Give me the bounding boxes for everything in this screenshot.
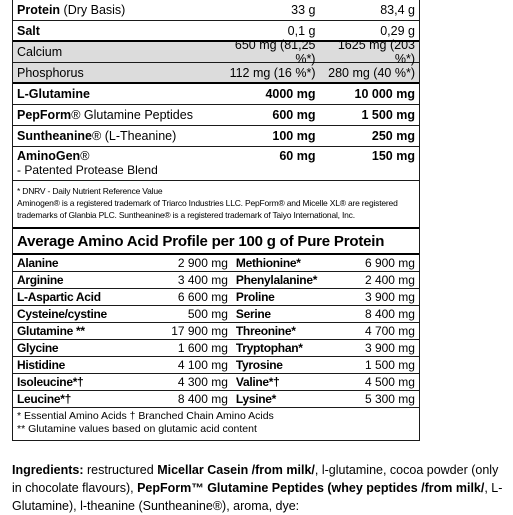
ingredients-text [12, 461, 507, 515]
nutrient-value-per-100g: 150 mg [371, 149, 415, 163]
nutrient-name [13, 149, 216, 177]
amino-name-right: Phenylalanine* [235, 273, 318, 287]
amino-value-left: 3 400 mg [177, 273, 228, 287]
nutrient-value-per-serving: 112 mg (16 %*) [229, 65, 316, 80]
nutrient-value-per-100g: 10 000 mg [354, 87, 415, 101]
amino-name-left: Arginine [17, 273, 64, 287]
amino-value-left: 8 400 mg [177, 392, 228, 406]
amino-row [13, 340, 419, 357]
amino-value-right: 5 300 mg [364, 392, 415, 406]
nutrient-name-suffix: ® (L-Theanine) [92, 129, 177, 143]
nutrition-row [13, 147, 419, 181]
amino-acid-table [13, 255, 419, 408]
amino-value-left: 500 mg [187, 307, 228, 321]
nutrient-name [13, 66, 216, 80]
amino-name-right: Proline [235, 290, 275, 304]
amino-row [13, 391, 419, 408]
nutrient-name [13, 3, 216, 17]
nutrient-value-per-100g: 0,29 g [380, 23, 415, 38]
amino-value-right: 4 500 mg [364, 375, 415, 389]
footnote [13, 181, 419, 229]
nutrient-value-per-100g: 83,4 g [380, 3, 415, 17]
amino-name-right: Valine*† [235, 375, 280, 389]
nutrient-value-per-serving: 100 mg [272, 129, 316, 143]
nutrient-name-suffix: ® Glutamine Peptides [71, 108, 193, 122]
nutrient-name-main: AminoGen [17, 149, 81, 163]
amino-value-right: 2 400 mg [364, 273, 415, 287]
nutrient-name-main: Protein [17, 3, 61, 17]
aminogen-subtitle: - Patented Protease Blend [17, 163, 158, 177]
nutrition-label [12, 0, 420, 441]
amino-value-right: 4 700 mg [364, 324, 415, 338]
amino-row [13, 374, 419, 391]
ingredients-casein: Micellar Casein /from milk/ [157, 463, 315, 477]
amino-acid-title: Average Amino Acid Profile per 100 g of Pure Protein [13, 229, 419, 255]
amino-name-right: Lysine* [235, 392, 277, 406]
nutrient-name [13, 45, 216, 59]
nutrient-value-per-100g: 250 mg [371, 129, 415, 143]
nutrition-row [13, 38, 419, 66]
ingredients-part-1: restructured [83, 463, 158, 477]
nutrient-value-per-100g: 280 mg (40 %*) [328, 65, 415, 80]
nutrient-value-per-serving: 4000 mg [265, 87, 316, 101]
nutrient-value-per-serving: 60 mg [279, 149, 316, 163]
amino-row [13, 255, 419, 272]
ingredients-pepform: PepForm™ Glutamine Peptides (whey peptides /from milk/ [137, 481, 485, 495]
nutrient-value-per-100g: 1625 mg (203 %*) [337, 38, 415, 66]
nutrition-table [13, 0, 419, 181]
amino-name-right: Serine [235, 307, 271, 321]
legend-essential: * Essential Amino Acids † Branched Chain Amino Acids [17, 410, 274, 422]
ingredients-part-3: , L-Glutamine), l-theanine (Suntheanine®), aroma, dye: [12, 481, 503, 513]
nutrient-name-suffix: (Dry Basis) [60, 3, 126, 17]
nutrition-row [13, 105, 419, 126]
nutrient-name [13, 87, 216, 101]
amino-name-left: Cysteine/cystine [17, 307, 107, 321]
amino-value-left: 1 600 mg [177, 341, 228, 355]
amino-name-left: Glycine [17, 341, 59, 355]
footnote-trademark-1: Aminogen® is a registered trademark of Triarco Industries LLC. PepForm® and Micelle XL® are registered [17, 198, 398, 208]
nutrient-name [13, 24, 216, 38]
nutrient-value-per-serving: 33 g [291, 3, 316, 17]
amino-value-left: 17 900 mg [171, 324, 228, 338]
amino-legend [13, 408, 419, 440]
nutrition-row [13, 63, 419, 84]
amino-row [13, 289, 419, 306]
amino-name-left: Histidine [17, 358, 65, 372]
footnote-dnrv: * DNRV - Daily Nutrient Reference Value [17, 186, 163, 196]
amino-name-left: Leucine*† [17, 392, 71, 406]
footnote-trademark-2: trademarks of Glanbia PLC. Suntheanine® is a registered trademark of Taiyo International, Inc. [17, 210, 355, 220]
amino-row [13, 306, 419, 323]
ingredients-part-2: , l-glutamine, cocoa powder (only in chocolate flavours), [12, 463, 499, 495]
nutrient-name [13, 108, 216, 122]
nutrient-name-suffix: ® [80, 149, 90, 163]
nutrient-name-main: L-Glutamine [17, 87, 90, 101]
amino-row [13, 323, 419, 340]
amino-name-right: Threonine* [235, 324, 296, 338]
nutrient-value-per-serving: 600 mg [272, 108, 316, 122]
amino-value-left: 4 300 mg [177, 375, 228, 389]
nutrient-name-main: Suntheanine [17, 129, 93, 143]
nutrition-row [13, 0, 419, 21]
amino-name-left: L-Aspartic Acid [17, 290, 101, 304]
amino-row [13, 272, 419, 289]
amino-name-right: Methionine* [235, 256, 301, 270]
nutrition-row [13, 126, 419, 147]
nutrient-value-per-serving: 650 mg (81,25 %*) [234, 38, 316, 66]
nutrient-value-per-serving: 0,1 g [287, 23, 316, 38]
amino-name-left: Isoleucine*† [17, 375, 84, 389]
nutrient-name [13, 129, 216, 143]
amino-value-left: 4 100 mg [177, 358, 228, 372]
amino-value-right: 6 900 mg [364, 256, 415, 270]
nutrient-name-main: Calcium [17, 45, 63, 59]
nutrition-row [13, 84, 419, 105]
amino-name-left: Glutamine ** [17, 324, 85, 338]
nutrient-name-main: Salt [17, 23, 40, 38]
amino-value-left: 2 900 mg [177, 256, 228, 270]
amino-value-right: 3 900 mg [364, 341, 415, 355]
amino-name-right: Tryptophan* [235, 341, 303, 355]
nutrient-name-main: PepForm [17, 108, 72, 122]
legend-glutamine: ** Glutamine values based on glutamic acid content [17, 423, 257, 435]
nutrient-value-per-100g: 1 500 mg [361, 108, 415, 122]
amino-name-right: Tyrosine [235, 358, 283, 372]
amino-value-right: 1 500 mg [364, 358, 415, 372]
amino-value-right: 3 900 mg [364, 290, 415, 304]
amino-value-left: 6 600 mg [177, 290, 228, 304]
nutrient-name-main: Phosphorus [17, 65, 84, 80]
amino-name-left: Alanine [17, 256, 59, 270]
amino-value-right: 8 400 mg [364, 307, 415, 321]
amino-row [13, 357, 419, 374]
ingredients-label: Ingredients: [12, 463, 84, 477]
